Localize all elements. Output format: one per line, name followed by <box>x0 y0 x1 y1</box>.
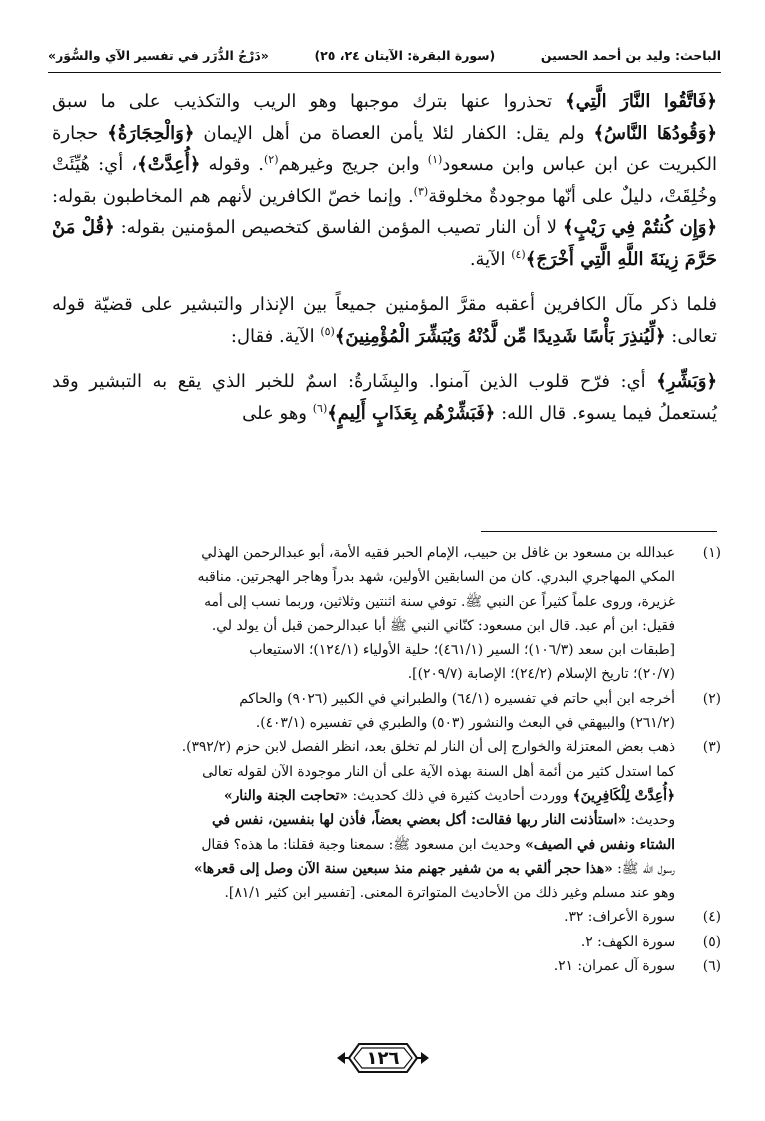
footnote-4 <box>52 905 721 929</box>
quran-verse: ﴿وَقُودُهَا النَّاسُ﴾ <box>593 122 718 144</box>
paragraph-3 <box>52 366 717 429</box>
quran-verse: ﴿لِّيُنذِرَ بَأْسًا شَدِيدًا مِّن لَّدُنْهُ وَيُبَشِّرَ الْمُؤْمِنِينَ﴾ <box>334 325 666 347</box>
quran-verse: ﴿وَالْحِجَارَةُ﴾ <box>107 122 195 144</box>
footnote-line <box>52 833 675 857</box>
text: وحديث: <box>626 812 675 829</box>
quran-verse: ﴿أُعِدَّتْ﴾ <box>137 154 201 175</box>
text: . وقوله <box>200 154 264 175</box>
quran-verse: ﴿وَبَشِّرِ﴾ <box>656 371 717 392</box>
text: لا أن النار تصيب المؤمن الفاسق كتخصيص المؤمنين بقوله: <box>114 217 564 238</box>
footnote-line <box>52 784 675 808</box>
quran-verse: ﴿فَبَشِّرْهُم بِعَذَابٍ أَلِيمٍ﴾ <box>327 402 496 424</box>
footnote-6 <box>52 954 721 978</box>
footnote-line: عبدالله بن مسعود بن غافل بن حبيب، الإمام الحبر فقيه الأمة، أبو عبدالرحمن الهذلي <box>201 545 675 561</box>
hadith-quote: الشتاء ونفس في الصيف» <box>525 836 675 853</box>
footnote-line: سورة آل عمران: ٢١. <box>553 958 675 975</box>
quran-verse: ﴿قُلْ مَنْ حَرَّمَ زِينَةَ اللَّهِ الَّتِي أَخْرَجَ﴾ <box>52 217 717 270</box>
text: فلما ذكر مآل الكافرين أعقبه مقرَّ المؤمنين جميعاً بين الإنذار والتبشير على قضيّة قوله تعالى: <box>52 294 717 347</box>
footnote-line: فقيل: ابن أم عبد. قال ابن مسعود: كنّاني النبي ﷺ أبا عبدالرحمن قبل أن يولد لي. <box>211 617 675 634</box>
footnote-line: (٢٦١/٢) والبيهقي في البعث والنشور (٥٠٣) والطبري في تفسيره (٤٠٣/١). <box>255 715 675 732</box>
footnote-ref-1[interactable]: (١) <box>427 153 443 166</box>
footnote-line: وهو عند مسلم وغير ذلك من الأحاديث المتواترة المعنى. [تفسير ابن كثير ٨١/١]. <box>224 885 675 902</box>
text: . وإنما خصّ الكافرين لأنهم هم المخاطبون بقوله: <box>52 185 414 207</box>
footnote-number: (٢) <box>702 690 721 707</box>
footnote-line: كما استدل كثير من أئمة أهل السنة بهذه الآية على أن النار موجودة الآن لقوله تعالى <box>202 763 675 780</box>
footnote-1 <box>52 541 721 687</box>
header-author: الباحث: وليد بن أحمد الحسين <box>540 47 721 63</box>
page-number: ١٢٦ <box>366 1047 400 1069</box>
text: الآية. <box>469 248 512 270</box>
hadith-quote: «تحاجت الجنة والنار» <box>223 787 349 804</box>
text: حجارة الكبريت عن ابن عباس وابن مسعود <box>52 122 718 175</box>
page-number-ornament <box>335 1038 431 1078</box>
footnote-line: سورة الكهف: ٢. <box>580 933 675 950</box>
footnote-line: (٢٠/٧)؛ تاريخ الإسلام (٢٤/٢)؛ الإصابة (٢٠٩/٧)]. <box>407 666 675 683</box>
footnote-ref-3[interactable]: (٣) <box>413 184 429 198</box>
footnote-line: المكي المهاجري البدري. كان من السابقين الأولين، شهد بدراً وهاجر الهجرتين. مناقبه <box>197 569 675 586</box>
text: أي: فرّح قلوب الذين آمنوا. والبِشَارةُ: اسمٌ للخبر الذي يقع به التبشير وقد يُستعملُ فيما يسوء. قال الله: <box>52 371 717 424</box>
quran-verse: ﴿فَاتَّقُوا النَّارَ الَّتِي﴾ <box>565 91 717 112</box>
paragraph-1 <box>52 86 717 275</box>
text: وحديث ابن مسعود ﷺ: سمعنا وجبة فقلنا: ما هذه؟ فقال <box>201 836 526 853</box>
footnote-line: أخرجه ابن أبي حاتم في تفسيره (٦٤/١) والطبراني في الكبير (٩٠٢٦) والحاكم <box>239 690 675 707</box>
text: وابن جريج وغيرهم <box>278 154 428 175</box>
footnote-ref-5[interactable]: (٥) <box>320 324 335 338</box>
footnote-number: (٤) <box>702 909 721 926</box>
hadith-quote: «هذا حجر ألقي به من شفير جهنم منذ سبعين سنة الآن وصل إلى قعرها» <box>193 860 613 877</box>
paragraph-2 <box>52 289 717 352</box>
header-section: (سورة البقرة: الآيتان ٢٤، ٢٥) <box>314 47 496 63</box>
footnote-number: (٣) <box>702 739 721 756</box>
footnote-number: (٦) <box>702 958 721 975</box>
footnotes <box>52 541 721 978</box>
footnote-line: سورة الأعراف: ٣٢. <box>564 909 675 926</box>
footnote-line: غزيرة، وروى علماً كثيراً عن النبي ﷺ. توفي سنة اثنتين وثلاثين، وربما نسب إلى أمه <box>204 593 675 610</box>
text: الآية. فقال: <box>230 325 321 347</box>
text: ووردت أحاديث كثيرة في ذلك كحديث: <box>348 787 573 804</box>
text: ولم يقل: الكفار لئلا يأمن العصاة من أهل الإيمان <box>194 122 594 144</box>
footnote-ref-2[interactable]: (٢) <box>263 153 279 166</box>
footnote-separator <box>481 531 717 532</box>
running-header <box>48 38 721 73</box>
main-text <box>52 86 717 429</box>
footnote-3 <box>52 735 721 905</box>
header-book-title: «دَرْجُ الدُّرَر في تفسير الآي والسُّوَر» <box>48 47 269 63</box>
footnote-ref-4[interactable]: (٤) <box>511 247 526 261</box>
text: ، أي: هُيِّئَتْ وخُلِقَتْ، دليلٌ على أنّها موجودةٌ مخلوقة <box>52 154 717 207</box>
footnote-5 <box>52 930 721 954</box>
footnote-number: (١) <box>702 545 721 561</box>
footnote-line: ذهب بعض المعتزلة والخوارج إلى أن النار لم تخلق بعد، انظر الفصل لابن حزم (٣٩٢/٢). <box>181 739 675 756</box>
footnote-line: [طبقات ابن سعد (١٠٦/٣)؛ السير (٤٦١/١)؛ حلية الأولياء (١٢٤/١)؛ الاستيعاب <box>249 642 675 659</box>
hadith-quote: «استأذنت النار ربها فقالت: أكل بعضي بعضاً، فأذن لها بنفسين، نفس في <box>211 812 627 829</box>
footnote-number: (٥) <box>702 933 721 950</box>
quran-verse: ﴿وَإِن كُنتُمْ فِي رَيْبٍ﴾ <box>563 217 717 238</box>
footnote-ref-6[interactable]: (٦) <box>312 401 328 415</box>
footnote-line <box>52 857 675 881</box>
quran-verse: ﴿أُعِدَّتْ لِلْكَافِرِينَ﴾ <box>572 787 675 804</box>
footnote-2 <box>52 687 721 736</box>
text: تحذروا عنها بترك موجبها وهو الريب والتكذيب على ما سبق <box>52 91 566 112</box>
text: رسول الله ﷺ: <box>612 860 675 877</box>
text: وهو على <box>242 402 313 424</box>
footnote-line <box>52 808 675 832</box>
